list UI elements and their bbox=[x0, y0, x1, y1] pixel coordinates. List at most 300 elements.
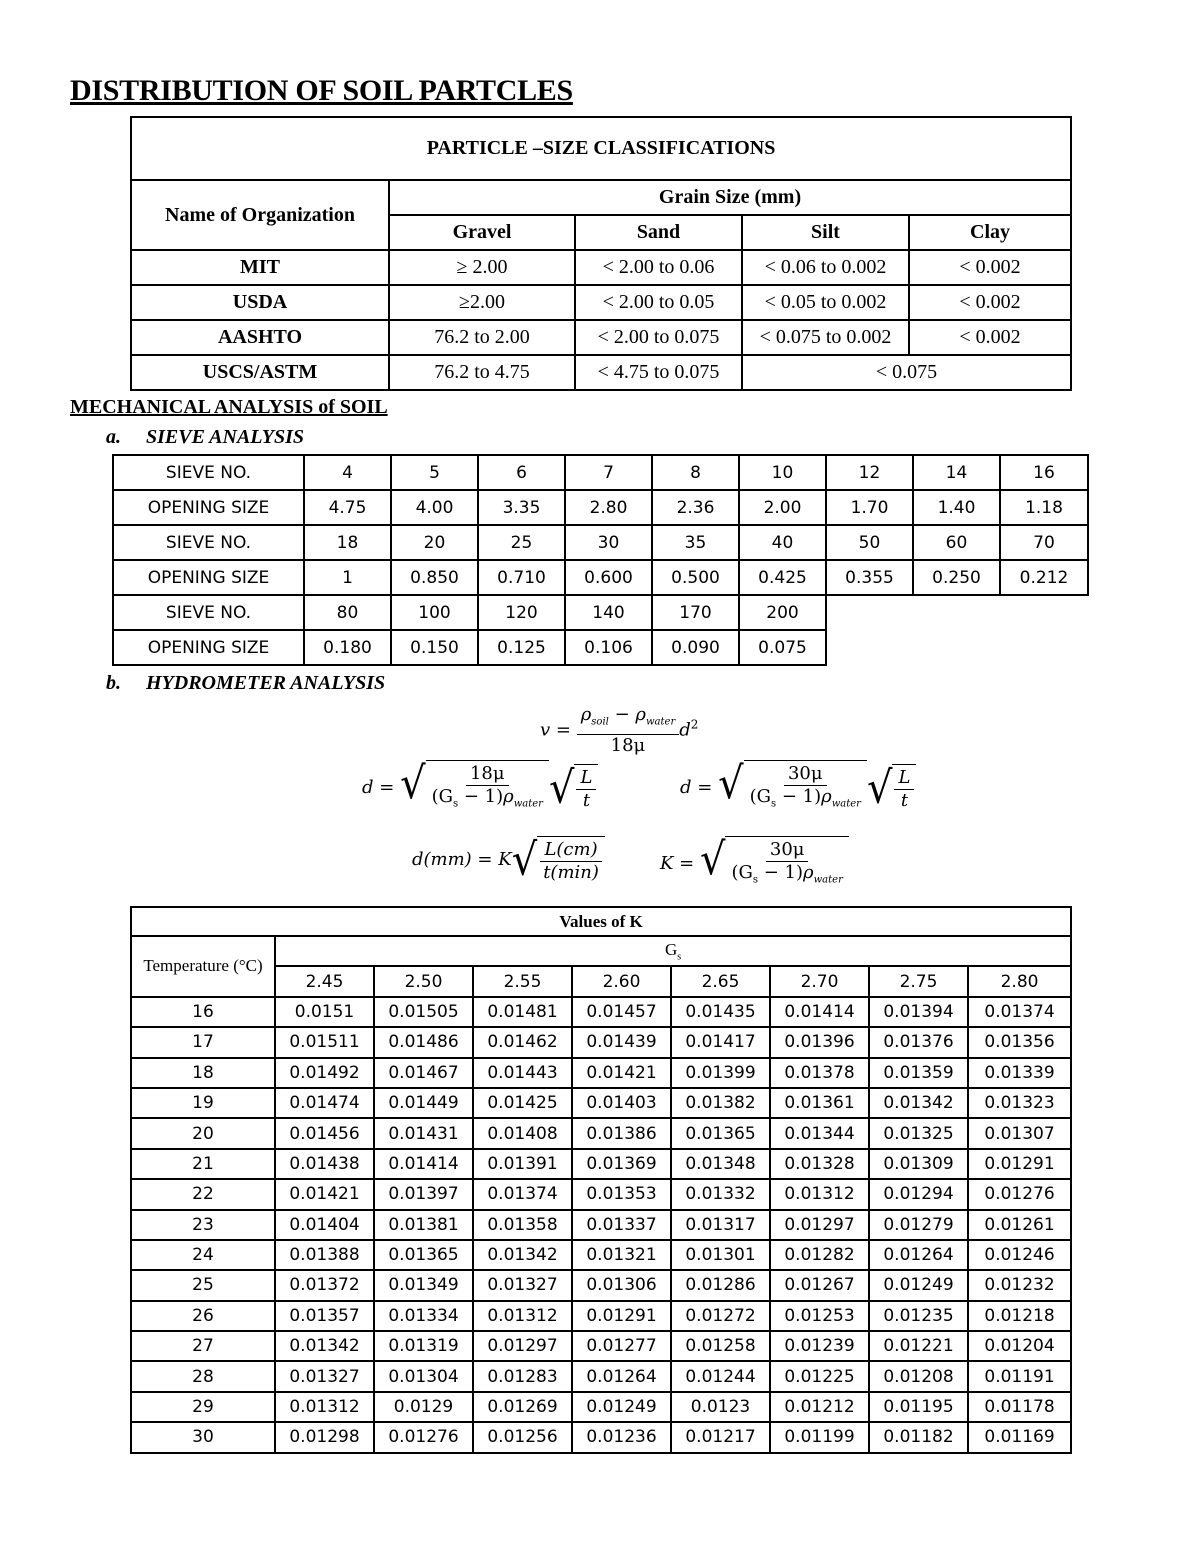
k-values-table bbox=[130, 906, 1072, 1454]
table-row bbox=[131, 1179, 1071, 1209]
sieve-cell: 35 bbox=[652, 525, 739, 560]
sieve-cell: 80 bbox=[304, 595, 391, 630]
numerator: L bbox=[576, 767, 596, 790]
sieve-cell: 60 bbox=[913, 525, 1000, 560]
gs-subscript: s bbox=[677, 951, 682, 963]
gs-header bbox=[275, 936, 1071, 966]
k-value-cell: 0.01312 bbox=[275, 1392, 374, 1422]
k-value-cell: 0.01435 bbox=[671, 997, 770, 1027]
k-value-cell: 0.01195 bbox=[869, 1392, 968, 1422]
k-value-cell: 0.01297 bbox=[473, 1331, 572, 1361]
sieve-cell: 70 bbox=[1000, 525, 1088, 560]
sieve-cell: 50 bbox=[826, 525, 913, 560]
temperature-cell: 27 bbox=[131, 1331, 275, 1361]
sieve-cell: 4.00 bbox=[391, 490, 478, 525]
sieve-cell: 0.075 bbox=[739, 630, 826, 665]
equals: = bbox=[373, 776, 401, 798]
k-value-cell: 0.01337 bbox=[572, 1210, 671, 1240]
superscript: 2 bbox=[690, 717, 699, 732]
table-caption: PARTICLE –SIZE CLASSIFICATIONS bbox=[131, 117, 1071, 180]
k-value-cell: 0.01339 bbox=[968, 1058, 1071, 1088]
numerator: L bbox=[894, 767, 914, 790]
temperature-cell: 16 bbox=[131, 997, 275, 1027]
subscript: water bbox=[813, 874, 843, 886]
empty-cell bbox=[1000, 595, 1088, 630]
equals: = bbox=[673, 852, 700, 874]
empty-cell bbox=[826, 595, 913, 630]
numerator: 18μ bbox=[466, 763, 509, 786]
k-value-cell: 0.01321 bbox=[572, 1240, 671, 1270]
numerator: 30μ bbox=[784, 763, 827, 786]
silt-cell: < 0.05 to 0.002 bbox=[742, 285, 909, 320]
k-value-cell: 0.01438 bbox=[275, 1149, 374, 1179]
k-value-cell: 0.01182 bbox=[869, 1422, 968, 1452]
k-value-cell: 0.01272 bbox=[671, 1301, 770, 1331]
k-value-cell: 0.01414 bbox=[374, 1149, 473, 1179]
k-value-cell: 0.01342 bbox=[473, 1240, 572, 1270]
sieve-cell: 0.090 bbox=[652, 630, 739, 665]
sieve-cell: 8 bbox=[652, 455, 739, 490]
sieve-cell: 16 bbox=[1000, 455, 1088, 490]
k-value-cell: 0.01291 bbox=[968, 1149, 1071, 1179]
sieve-cell: 1 bbox=[304, 560, 391, 595]
k-value-cell: 0.01221 bbox=[869, 1331, 968, 1361]
sieve-cell: 0.250 bbox=[913, 560, 1000, 595]
gs-value: 2.70 bbox=[770, 966, 869, 996]
grain-size-header: Grain Size (mm) bbox=[389, 180, 1071, 215]
k-value-cell: 0.01356 bbox=[968, 1027, 1071, 1057]
operator: − bbox=[608, 704, 636, 725]
org-header: Name of Organization bbox=[131, 180, 389, 250]
k-value-cell: 0.01307 bbox=[968, 1118, 1071, 1148]
k-value-cell: 0.01279 bbox=[869, 1210, 968, 1240]
k-value-cell: 0.01492 bbox=[275, 1058, 374, 1088]
empty-cell bbox=[913, 595, 1000, 630]
sieve-cell: 0.180 bbox=[304, 630, 391, 665]
fraction bbox=[428, 763, 547, 816]
heading-text: SIEVE ANALYSIS bbox=[146, 426, 305, 448]
sieve-cell: 4 bbox=[304, 455, 391, 490]
symbol: ρ bbox=[803, 862, 814, 883]
gs-value: 2.60 bbox=[572, 966, 671, 996]
sieve-analysis-heading bbox=[106, 426, 304, 449]
k-value-cell: 0.01361 bbox=[770, 1088, 869, 1118]
k-value-cell: 0.01169 bbox=[968, 1422, 1071, 1452]
k-value-cell: 0.01261 bbox=[968, 1210, 1071, 1240]
k-value-cell: 0.01408 bbox=[473, 1118, 572, 1148]
table-row bbox=[131, 1361, 1071, 1391]
table-row bbox=[131, 1331, 1071, 1361]
column-header: Sand bbox=[575, 215, 742, 250]
row-label: SIEVE NO. bbox=[113, 455, 304, 490]
square-root: √ $\frac{30\mu}{(G_s - 1)\rho_{water}}$ bbox=[700, 836, 849, 892]
temperature-header: Temperature (°C) bbox=[131, 936, 275, 997]
k-value-cell: 0.01277 bbox=[572, 1331, 671, 1361]
sieve-cell: 2.80 bbox=[565, 490, 652, 525]
denominator bbox=[746, 786, 865, 816]
gs-value: 2.50 bbox=[374, 966, 473, 996]
symbol: ρ bbox=[635, 704, 646, 725]
page-title: DISTRIBUTION OF SOIL PARTCLES bbox=[70, 74, 573, 107]
k-value-cell: 0.01467 bbox=[374, 1058, 473, 1088]
k-value-cell: 0.01327 bbox=[473, 1270, 572, 1300]
k-value-cell: 0.01276 bbox=[968, 1179, 1071, 1209]
k-value-cell: 0.01425 bbox=[473, 1088, 572, 1118]
row-label: OPENING SIZE bbox=[113, 560, 304, 595]
k-value-cell: 0.01191 bbox=[968, 1361, 1071, 1391]
sieve-cell: 20 bbox=[391, 525, 478, 560]
sieve-cell: 7 bbox=[565, 455, 652, 490]
org-name: AASHTO bbox=[131, 320, 389, 355]
k-value-cell: 0.01264 bbox=[869, 1240, 968, 1270]
k-value-cell: 0.01457 bbox=[572, 997, 671, 1027]
sieve-cell: 0.125 bbox=[478, 630, 565, 665]
k-value-cell: 0.01253 bbox=[770, 1301, 869, 1331]
k-value-cell: 0.01332 bbox=[671, 1179, 770, 1209]
sieve-cell: 0.212 bbox=[1000, 560, 1088, 595]
k-value-cell: 0.01323 bbox=[968, 1088, 1071, 1118]
sieve-cell: 0.600 bbox=[565, 560, 652, 595]
diameter-formula-30 bbox=[680, 760, 916, 816]
subscript: soil bbox=[591, 716, 609, 728]
clay-cell: < 0.002 bbox=[909, 285, 1071, 320]
k-value-cell: 0.01312 bbox=[770, 1179, 869, 1209]
column-header: Gravel bbox=[389, 215, 575, 250]
k-value-cell: 0.01391 bbox=[473, 1149, 572, 1179]
clay-cell: < 0.002 bbox=[909, 320, 1071, 355]
gravel-cell: 76.2 to 2.00 bbox=[389, 320, 575, 355]
sieve-cell: 1.40 bbox=[913, 490, 1000, 525]
particle-size-table bbox=[130, 116, 1072, 391]
k-value-cell: 0.01382 bbox=[671, 1088, 770, 1118]
k-value-cell: 0.01236 bbox=[572, 1422, 671, 1452]
k-value-cell: 0.01276 bbox=[374, 1422, 473, 1452]
k-value-cell: 0.01374 bbox=[968, 997, 1071, 1027]
k-value-cell: 0.01348 bbox=[671, 1149, 770, 1179]
sand-cell: < 2.00 to 0.075 bbox=[575, 320, 742, 355]
temperature-cell: 29 bbox=[131, 1392, 275, 1422]
k-value-cell: 0.01421 bbox=[275, 1179, 374, 1209]
list-letter: b. bbox=[106, 672, 121, 694]
silt-cell: < 0.075 to 0.002 bbox=[742, 320, 909, 355]
k-value-cell: 0.01306 bbox=[572, 1270, 671, 1300]
k-value-cell: 0.01301 bbox=[671, 1240, 770, 1270]
k-value-cell: 0.01232 bbox=[968, 1270, 1071, 1300]
denominator: t bbox=[582, 789, 591, 811]
k-value-cell: 0.01256 bbox=[473, 1422, 572, 1452]
k-value-cell: 0.01235 bbox=[869, 1301, 968, 1331]
symbol: K bbox=[660, 852, 674, 874]
k-value-cell: 0.01239 bbox=[770, 1331, 869, 1361]
k-value-cell: 0.01358 bbox=[473, 1210, 572, 1240]
empty-cell bbox=[1000, 630, 1088, 665]
fraction bbox=[576, 767, 596, 812]
sieve-cell: 0.850 bbox=[391, 560, 478, 595]
org-name: USCS/ASTM bbox=[131, 355, 389, 390]
k-value-cell: 0.01249 bbox=[572, 1392, 671, 1422]
gs-value: 2.45 bbox=[275, 966, 374, 996]
table-row bbox=[131, 1027, 1071, 1057]
sieve-cell: 0.106 bbox=[565, 630, 652, 665]
empty-cell bbox=[913, 630, 1000, 665]
denominator: t(min) bbox=[543, 862, 599, 883]
k-value-cell: 0.01327 bbox=[275, 1361, 374, 1391]
k-value-cell: 0.01349 bbox=[374, 1270, 473, 1300]
table-row bbox=[131, 250, 1071, 285]
row-label: OPENING SIZE bbox=[113, 490, 304, 525]
k-value-cell: 0.01399 bbox=[671, 1058, 770, 1088]
sieve-cell: 140 bbox=[565, 595, 652, 630]
k-value-cell: 0.01365 bbox=[671, 1118, 770, 1148]
k-value-cell: 0.01396 bbox=[770, 1027, 869, 1057]
table-row bbox=[131, 1422, 1071, 1452]
fraction bbox=[577, 704, 680, 757]
temperature-cell: 22 bbox=[131, 1179, 275, 1209]
org-name: MIT bbox=[131, 250, 389, 285]
gs-value: 2.65 bbox=[671, 966, 770, 996]
k-value-cell: 0.0123 bbox=[671, 1392, 770, 1422]
symbol: d bbox=[679, 719, 691, 741]
table-row bbox=[131, 1392, 1071, 1422]
temperature-cell: 23 bbox=[131, 1210, 275, 1240]
temperature-cell: 19 bbox=[131, 1088, 275, 1118]
k-value-cell: 0.01178 bbox=[968, 1392, 1071, 1422]
k-value-cell: 0.01474 bbox=[275, 1088, 374, 1118]
k-value-cell: 0.01283 bbox=[473, 1361, 572, 1391]
sand-cell: < 4.75 to 0.075 bbox=[575, 355, 742, 390]
k-value-cell: 0.01376 bbox=[869, 1027, 968, 1057]
fraction bbox=[727, 839, 846, 892]
k-value-cell: 0.01505 bbox=[374, 997, 473, 1027]
list-letter: a. bbox=[106, 426, 121, 448]
k-value-cell: 0.01269 bbox=[473, 1392, 572, 1422]
sieve-cell: 14 bbox=[913, 455, 1000, 490]
temperature-cell: 20 bbox=[131, 1118, 275, 1148]
sieve-cell: 100 bbox=[391, 595, 478, 630]
denominator bbox=[428, 786, 547, 816]
temperature-cell: 26 bbox=[131, 1301, 275, 1331]
k-value-cell: 0.01199 bbox=[770, 1422, 869, 1452]
k-value-cell: 0.01249 bbox=[869, 1270, 968, 1300]
k-value-cell: 0.01325 bbox=[869, 1118, 968, 1148]
fraction bbox=[746, 763, 865, 816]
diameter-formula-18 bbox=[362, 760, 598, 816]
k-value-cell: 0.01319 bbox=[374, 1331, 473, 1361]
silt-cell: < 0.06 to 0.002 bbox=[742, 250, 909, 285]
k-value-cell: 0.01246 bbox=[968, 1240, 1071, 1270]
k-value-cell: 0.01486 bbox=[374, 1027, 473, 1057]
sand-cell: < 2.00 to 0.05 bbox=[575, 285, 742, 320]
k-value-cell: 0.01317 bbox=[671, 1210, 770, 1240]
sieve-cell: 25 bbox=[478, 525, 565, 560]
gravel-cell: 76.2 to 4.75 bbox=[389, 355, 575, 390]
k-value-cell: 0.01312 bbox=[473, 1301, 572, 1331]
sieve-cell: 30 bbox=[565, 525, 652, 560]
k-value-cell: 0.01298 bbox=[275, 1422, 374, 1452]
k-value-cell: 0.01309 bbox=[869, 1149, 968, 1179]
k-value-cell: 0.01208 bbox=[869, 1361, 968, 1391]
sieve-cell: 4.75 bbox=[304, 490, 391, 525]
sieve-number-row bbox=[113, 455, 1088, 490]
sieve-cell: 6 bbox=[478, 455, 565, 490]
table-row bbox=[131, 997, 1071, 1027]
k-value-cell: 0.01244 bbox=[671, 1361, 770, 1391]
k-formula bbox=[660, 836, 849, 892]
k-value-cell: 0.01414 bbox=[770, 997, 869, 1027]
k-value-cell: 0.01404 bbox=[275, 1210, 374, 1240]
numerator bbox=[577, 704, 680, 735]
gs-symbol: G bbox=[664, 940, 678, 959]
sieve-cell: 2.00 bbox=[739, 490, 826, 525]
diameter-mm-formula bbox=[412, 836, 605, 884]
square-root: √ $\frac{L}{t}$ bbox=[867, 764, 916, 812]
k-value-cell: 0.01403 bbox=[572, 1088, 671, 1118]
k-value-cell: 0.0151 bbox=[275, 997, 374, 1027]
row-label: SIEVE NO. bbox=[113, 595, 304, 630]
k-value-cell: 0.01218 bbox=[968, 1301, 1071, 1331]
subscript: s bbox=[770, 798, 777, 810]
sieve-cell: 5 bbox=[391, 455, 478, 490]
k-table-title: Values of K bbox=[131, 907, 1071, 936]
k-value-cell: 0.01374 bbox=[473, 1179, 572, 1209]
k-value-cell: 0.01294 bbox=[869, 1179, 968, 1209]
k-value-cell: 0.01372 bbox=[275, 1270, 374, 1300]
gs-value: 2.75 bbox=[869, 966, 968, 996]
k-value-cell: 0.01359 bbox=[869, 1058, 968, 1088]
sieve-cell: 10 bbox=[739, 455, 826, 490]
k-value-cell: 0.01334 bbox=[374, 1301, 473, 1331]
k-value-cell: 0.01217 bbox=[671, 1422, 770, 1452]
gravel-cell: ≥2.00 bbox=[389, 285, 575, 320]
fraction bbox=[539, 839, 603, 884]
sand-cell: < 2.00 to 0.06 bbox=[575, 250, 742, 285]
lhs: d(mm) = K bbox=[412, 849, 512, 870]
sieve-table bbox=[112, 454, 1089, 666]
column-header: Silt bbox=[742, 215, 909, 250]
symbol: ρ bbox=[821, 786, 832, 807]
clay-cell: < 0.002 bbox=[909, 250, 1071, 285]
gs-value: 2.80 bbox=[968, 966, 1071, 996]
k-value-cell: 0.01204 bbox=[968, 1331, 1071, 1361]
sieve-cell: 3.35 bbox=[478, 490, 565, 525]
symbol: d bbox=[680, 776, 692, 798]
k-value-cell: 0.01386 bbox=[572, 1118, 671, 1148]
equals: = bbox=[691, 776, 719, 798]
org-name: USDA bbox=[131, 285, 389, 320]
temperature-cell: 30 bbox=[131, 1422, 275, 1452]
table-row bbox=[131, 1118, 1071, 1148]
square-root: √ $\frac{L(cm)}{t(\min)}$ bbox=[512, 836, 605, 884]
symbol: ρ bbox=[580, 704, 592, 725]
k-value-cell: 0.01397 bbox=[374, 1179, 473, 1209]
k-value-cell: 0.01421 bbox=[572, 1058, 671, 1088]
k-value-cell: 0.01258 bbox=[671, 1331, 770, 1361]
table-row bbox=[131, 355, 1071, 390]
sieve-cell: 1.70 bbox=[826, 490, 913, 525]
numerator: 30μ bbox=[766, 839, 809, 862]
k-value-cell: 0.01304 bbox=[374, 1361, 473, 1391]
k-value-cell: 0.01439 bbox=[572, 1027, 671, 1057]
table-row bbox=[131, 1088, 1071, 1118]
sieve-cell: 0.425 bbox=[739, 560, 826, 595]
gravel-cell: ≥ 2.00 bbox=[389, 250, 575, 285]
denominator: t bbox=[900, 789, 909, 811]
table-row bbox=[131, 1149, 1071, 1179]
k-value-cell: 0.01342 bbox=[869, 1088, 968, 1118]
k-value-cell: 0.01481 bbox=[473, 997, 572, 1027]
sieve-number-row bbox=[113, 525, 1088, 560]
sieve-cell: 0.355 bbox=[826, 560, 913, 595]
column-header: Clay bbox=[909, 215, 1071, 250]
stokes-formula bbox=[540, 704, 698, 757]
k-value-cell: 0.01417 bbox=[671, 1027, 770, 1057]
sieve-cell: 200 bbox=[739, 595, 826, 630]
term: − 1) bbox=[458, 786, 504, 807]
sieve-cell: 170 bbox=[652, 595, 739, 630]
hydrometer-analysis-heading bbox=[106, 672, 385, 695]
sieve-cell: 12 bbox=[826, 455, 913, 490]
k-value-cell: 0.01388 bbox=[275, 1240, 374, 1270]
k-value-cell: 0.01344 bbox=[770, 1118, 869, 1148]
opening-size-row bbox=[113, 490, 1088, 525]
sieve-cell: 18 bbox=[304, 525, 391, 560]
symbol: v bbox=[540, 719, 551, 741]
sieve-cell: 40 bbox=[739, 525, 826, 560]
square-root: √ $\frac{L}{t}$ bbox=[549, 764, 598, 812]
subscript: water bbox=[513, 798, 543, 810]
sieve-cell: 120 bbox=[478, 595, 565, 630]
table-row bbox=[131, 1058, 1071, 1088]
symbol: ρ bbox=[503, 786, 514, 807]
k-value-cell: 0.01291 bbox=[572, 1301, 671, 1331]
k-value-cell: 0.01365 bbox=[374, 1240, 473, 1270]
k-value-cell: 0.01369 bbox=[572, 1149, 671, 1179]
term: − 1) bbox=[776, 786, 822, 807]
square-root: √ $\frac{30\mu}{(G_s - 1)\rho_{water}}$ bbox=[718, 760, 867, 816]
k-value-cell: 0.01431 bbox=[374, 1118, 473, 1148]
table-row bbox=[131, 1210, 1071, 1240]
k-value-cell: 0.01328 bbox=[770, 1149, 869, 1179]
sieve-cell: 1.18 bbox=[1000, 490, 1088, 525]
row-label: OPENING SIZE bbox=[113, 630, 304, 665]
k-value-cell: 0.01357 bbox=[275, 1301, 374, 1331]
k-value-cell: 0.01443 bbox=[473, 1058, 572, 1088]
table-row bbox=[131, 320, 1071, 355]
k-value-cell: 0.01286 bbox=[671, 1270, 770, 1300]
k-value-cell: 0.01353 bbox=[572, 1179, 671, 1209]
subscript: s bbox=[452, 798, 459, 810]
heading-text: HYDROMETER ANALYSIS bbox=[146, 672, 386, 694]
k-value-cell: 0.01381 bbox=[374, 1210, 473, 1240]
sieve-cell: 0.500 bbox=[652, 560, 739, 595]
table-row bbox=[131, 1270, 1071, 1300]
k-value-cell: 0.01462 bbox=[473, 1027, 572, 1057]
numerator: L(cm) bbox=[540, 839, 601, 862]
square-root: √ $\frac{18\mu}{(G_s - 1)\rho_{water}}$ bbox=[400, 760, 549, 816]
section-heading: MECHANICAL ANALYSIS of SOIL bbox=[70, 396, 388, 418]
temperature-cell: 28 bbox=[131, 1361, 275, 1391]
term: (G bbox=[731, 862, 753, 883]
symbol: d bbox=[362, 776, 374, 798]
table-row bbox=[131, 1301, 1071, 1331]
table-row bbox=[131, 285, 1071, 320]
empty-cell bbox=[826, 630, 913, 665]
k-value-cell: 0.01264 bbox=[572, 1361, 671, 1391]
k-value-cell: 0.01212 bbox=[770, 1392, 869, 1422]
sieve-number-row bbox=[113, 595, 1088, 630]
table-row bbox=[131, 1240, 1071, 1270]
sieve-cell: 0.710 bbox=[478, 560, 565, 595]
